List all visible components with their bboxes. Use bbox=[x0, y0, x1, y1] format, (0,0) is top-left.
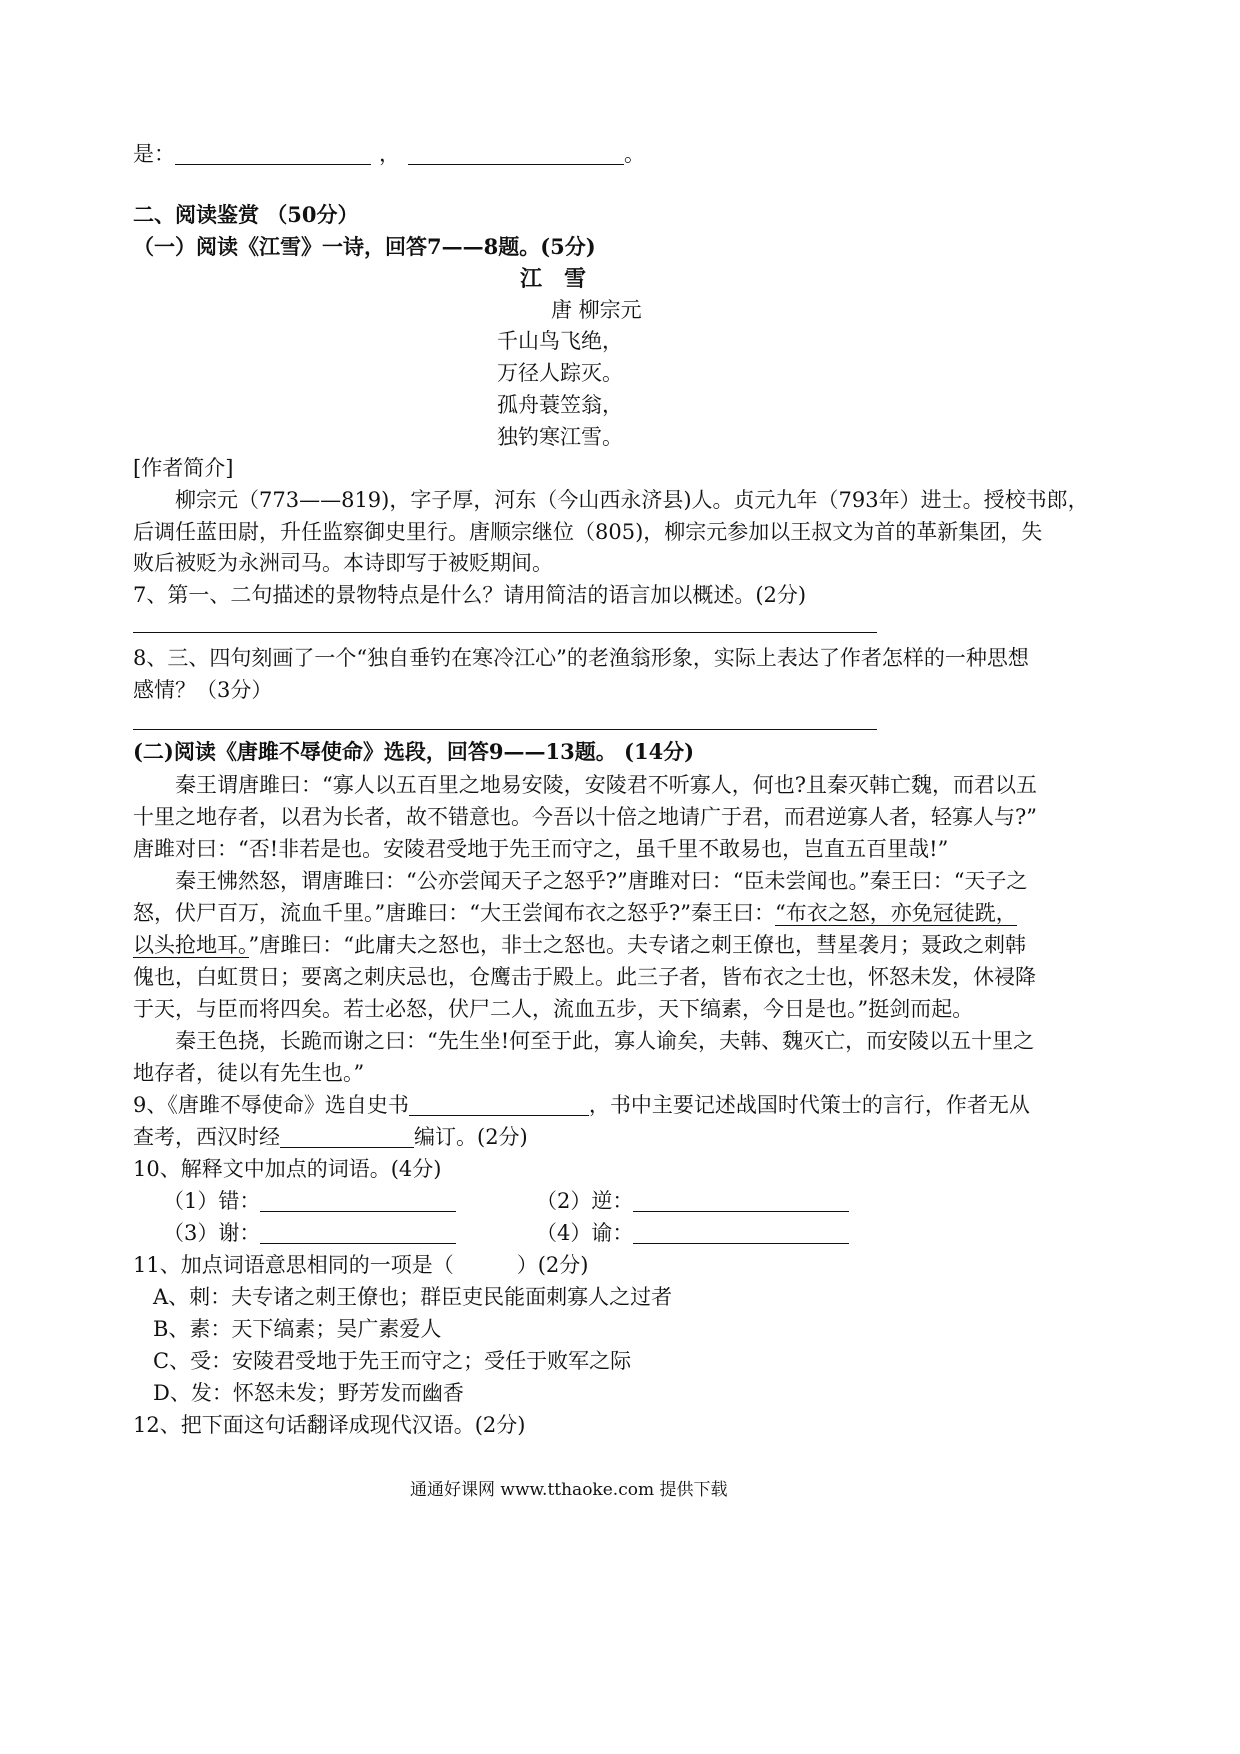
answer-blank-q10-1[interactable] bbox=[260, 1189, 456, 1212]
option-a[interactable]: A、刺：夫专诸之刺王僚也；群臣吏民能面刺寡人之过者 bbox=[153, 1285, 673, 1309]
question-8-line-1: 8、三、四句刻画了一个“独自垂钓在寒冷江心”的老渔翁形象，实际上表达了作者怎样的一种思想 bbox=[133, 646, 1029, 670]
underlined-sentence-part-2: 以头抢地耳。 bbox=[133, 933, 249, 957]
question-10-item-1 bbox=[163, 1187, 456, 1215]
author-intro-heading: [作者简介] bbox=[133, 456, 234, 480]
underlined-sentence-part-1: “布衣之怒，亦免冠徒跣， bbox=[774, 901, 1017, 925]
answer-blank-q10-3[interactable] bbox=[260, 1221, 456, 1244]
footer-text: 通通好课网 www.tthaoke.com 提供下载 bbox=[410, 1480, 728, 1500]
answer-blank-q9-2[interactable] bbox=[280, 1125, 414, 1148]
item-label: （2）逆： bbox=[536, 1189, 634, 1213]
item-label: （1）错： bbox=[163, 1189, 261, 1213]
passage-text: ”唐雎曰：“此庸夫之怒也，非士之怒也。夫专诸之刺王僚也，彗星袭月；聂政之刺韩 bbox=[248, 933, 1026, 957]
question-9-text: 查考，西汉时经 bbox=[133, 1125, 280, 1149]
part-2-heading: (二)阅读《唐雎不辱使命》选段，回答9——13题。 (14分) bbox=[133, 739, 695, 764]
question-8-line-2: 感情？（3分） bbox=[133, 678, 273, 702]
poem-line-1: 千山鸟飞绝， bbox=[497, 329, 623, 353]
passage-para-1-line-2: 十里之地存者，以君为长者，故不错意也。今吾以十倍之地请广于君，而君逆寡人者，轻寡人与?” bbox=[133, 805, 1037, 829]
question-9-text: ，书中主要记述战国时代策士的言行，作者无从 bbox=[588, 1093, 1030, 1117]
question-9-text: 编订。(2分) bbox=[414, 1125, 528, 1149]
author-intro-line-3: 败后被贬为永洲司马。本诗即写于被贬期间。 bbox=[133, 551, 553, 575]
item-label: （4）谕： bbox=[536, 1221, 634, 1245]
question-10: 10、解释文中加点的词语。(4分) bbox=[133, 1157, 442, 1181]
item-label: （3）谢： bbox=[163, 1221, 261, 1245]
answer-line-q8[interactable] bbox=[133, 729, 877, 730]
poem-line-4: 独钓寒江雪。 bbox=[497, 425, 623, 449]
answer-line-q7[interactable] bbox=[133, 632, 877, 633]
answer-line-1 bbox=[133, 140, 645, 168]
passage-para-2-line-2 bbox=[133, 899, 1017, 927]
poem-line-2: 万径人踪灭。 bbox=[497, 361, 623, 385]
question-7: 7、第一、二句描述的景物特点是什么？请用简洁的语言加以概述。(2分) bbox=[133, 583, 807, 607]
passage-para-2-line-1: 秦王怫然怒，谓唐雎曰：“公亦尝闻天子之怒乎?”唐雎对曰：“臣未尝闻也。”秦王曰：“天子之 bbox=[175, 869, 1028, 893]
passage-para-3-line-2: 地存者，徒以有先生也。” bbox=[133, 1061, 365, 1085]
poem-line-3: 孤舟蓑笠翁， bbox=[497, 393, 623, 417]
answer-blank-2[interactable] bbox=[408, 142, 624, 165]
section-2-heading: 二、阅读鉴赏 （50分） bbox=[133, 202, 359, 227]
question-10-item-3 bbox=[163, 1219, 456, 1247]
answer-blank-q10-2[interactable] bbox=[633, 1189, 849, 1212]
question-12: 12、把下面这句话翻译成现代汉语。(2分) bbox=[133, 1413, 526, 1437]
comma: ， bbox=[379, 142, 400, 166]
passage-para-2-line-4: 傀也，白虹贯日；要离之刺庆忌也，仓鹰击于殿上。此三子者，皆布衣之士也，怀怒未发，休祲降 bbox=[133, 965, 1036, 989]
question-9-line-1 bbox=[133, 1091, 1030, 1119]
passage-para-2-line-5: 于天，与臣而将四矣。若士必怒，伏尸二人，流血五步，天下缟素，今日是也。”挺剑而起。 bbox=[133, 997, 974, 1021]
period: 。 bbox=[624, 142, 645, 166]
answer-blank-q9-1[interactable] bbox=[409, 1093, 589, 1116]
question-9-line-2 bbox=[133, 1123, 528, 1151]
question-10-item-2 bbox=[536, 1187, 849, 1215]
answer-blank-1[interactable] bbox=[175, 142, 371, 165]
author-intro-line-1: 柳宗元（773——819)，字子厚，河东（今山西永济县)人。贞元九年（793年）进士。授校书郎， bbox=[175, 488, 1089, 512]
question-11: 11、加点词语意思相同的一项是（ ）(2分) bbox=[133, 1253, 589, 1277]
passage-para-1-line-3: 唐雎对曰：“否!非若是也。安陵君受地于先王而守之，虽千里不敢易也，岂直五百里哉!” bbox=[133, 837, 949, 861]
passage-para-2-line-3 bbox=[133, 931, 1026, 959]
option-b[interactable]: B、素：天下缟素；吴广素爱人 bbox=[153, 1317, 442, 1341]
question-9-text: 9、《唐雎不辱使命》选自史书 bbox=[133, 1093, 409, 1117]
poem-title: 江 雪 bbox=[520, 266, 587, 292]
passage-para-3-line-1: 秦王色挠，长跪而谢之曰：“先生坐!何至于此，寡人谕矣，夫韩、魏灭亡，而安陵以五十里之 bbox=[175, 1029, 1035, 1053]
author-intro-line-2: 后调任蓝田尉，升任监察御史里行。唐顺宗继位（805)，柳宗元参加以王叔文为首的革新集团，失 bbox=[133, 520, 1043, 544]
option-c[interactable]: C、受：安陵君受地于先王而守之；受任于败军之际 bbox=[153, 1349, 632, 1373]
poem-author: 唐 柳宗元 bbox=[551, 298, 642, 322]
label-shi: 是： bbox=[133, 142, 175, 166]
part-1-heading: （一）阅读《江雪》一诗，回答7——8题。(5分) bbox=[133, 234, 596, 259]
answer-blank-q10-4[interactable] bbox=[633, 1221, 849, 1244]
passage-para-1-line-1: 秦王谓唐雎曰：“寡人以五百里之地易安陵，安陵君不听寡人，何也?且秦灭韩亡魏，而君以五 bbox=[175, 773, 1037, 797]
question-10-item-4 bbox=[536, 1219, 849, 1247]
passage-text: 怒，伏尸百万，流血千里。”唐雎曰：“大王尝闻布衣之怒乎?”秦王曰： bbox=[133, 901, 775, 925]
option-d[interactable]: D、发：怀怒未发；野芳发而幽香 bbox=[153, 1381, 464, 1405]
